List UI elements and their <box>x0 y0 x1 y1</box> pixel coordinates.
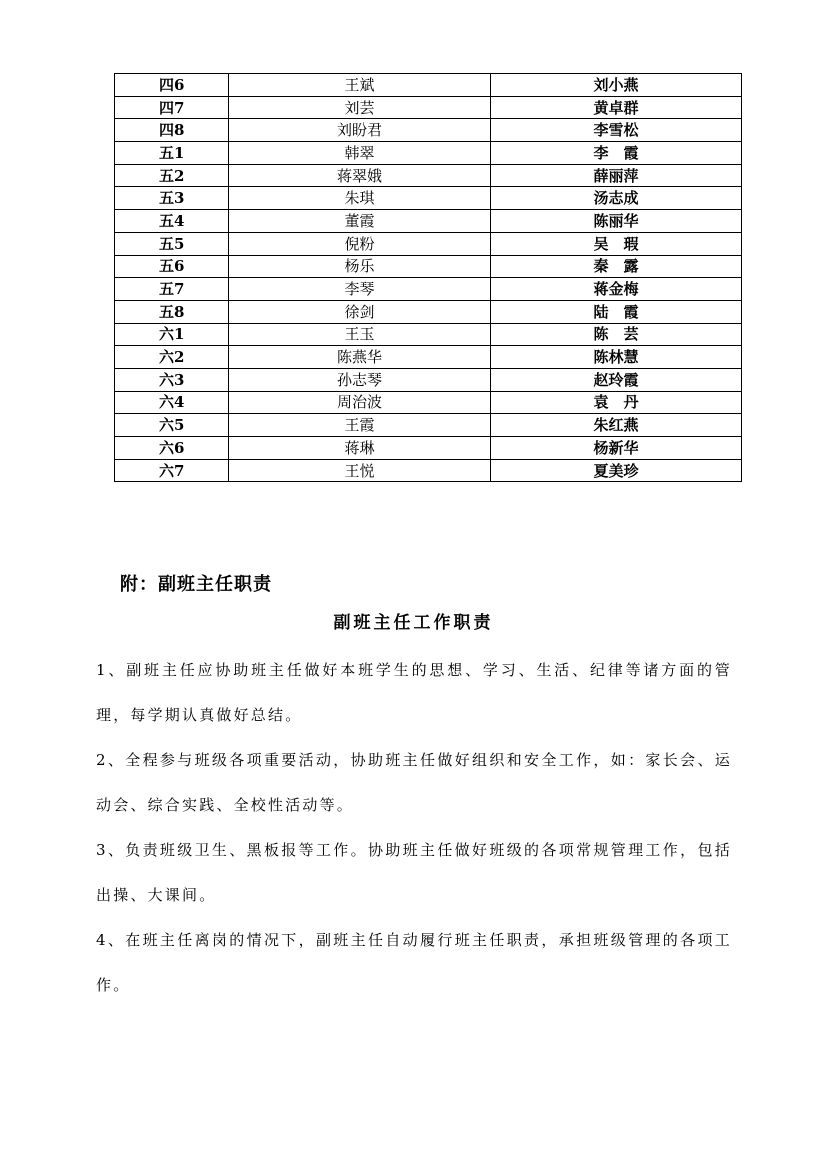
class-cell: 六5 <box>115 414 229 437</box>
table-row <box>115 437 742 460</box>
class-cell: 五3 <box>115 187 229 210</box>
class-teacher-table <box>114 73 742 482</box>
class-cell: 六4 <box>115 391 229 414</box>
appendix-title: 附：副班主任职责 <box>120 574 272 595</box>
duty-item-3: 3、负责班级卫生、黑板报等工作。协助班主任做好班级的各项常规管理工作，包括出操、大课间。 <box>96 841 732 904</box>
table-row <box>115 459 742 482</box>
deputy-teacher-cell: 吴 瑕 <box>491 232 742 255</box>
table-row <box>115 346 742 369</box>
table-row <box>115 96 742 119</box>
head-teacher-cell: 杨乐 <box>229 255 491 278</box>
deputy-teacher-cell: 蒋金梅 <box>491 278 742 301</box>
duty-list <box>96 648 732 1008</box>
duty-item-1: 1、副班主任应协助班主任做好本班学生的思想、学习、生活、纪律等诸方面的管理，每学期认真做好总结。 <box>96 661 732 724</box>
class-cell: 五2 <box>115 164 229 187</box>
class-cell: 五1 <box>115 142 229 165</box>
class-teacher-table-body <box>115 74 742 482</box>
deputy-teacher-cell: 杨新华 <box>491 437 742 460</box>
class-cell: 五8 <box>115 300 229 323</box>
deputy-teacher-cell: 黄卓群 <box>491 96 742 119</box>
table-row <box>115 300 742 323</box>
table-row <box>115 414 742 437</box>
head-teacher-cell: 孙志琴 <box>229 368 491 391</box>
head-teacher-cell: 蒋翠娥 <box>229 164 491 187</box>
deputy-teacher-cell: 秦 露 <box>491 255 742 278</box>
class-cell: 五5 <box>115 232 229 255</box>
deputy-teacher-cell: 刘小燕 <box>491 74 742 97</box>
deputy-teacher-cell: 陆 霞 <box>491 300 742 323</box>
class-cell: 五6 <box>115 255 229 278</box>
class-cell: 四8 <box>115 119 229 142</box>
duty-item-4: 4、在班主任离岗的情况下，副班主任自动履行班主任职责，承担班级管理的各项工作。 <box>96 931 732 994</box>
table-row <box>115 255 742 278</box>
table-row <box>115 323 742 346</box>
deputy-teacher-cell: 陈丽华 <box>491 210 742 233</box>
deputy-teacher-cell: 袁 丹 <box>491 391 742 414</box>
table-row <box>115 187 742 210</box>
table-row <box>115 119 742 142</box>
class-cell: 六3 <box>115 368 229 391</box>
table-row <box>115 210 742 233</box>
deputy-teacher-cell: 汤志成 <box>491 187 742 210</box>
head-teacher-cell: 王霞 <box>229 414 491 437</box>
head-teacher-cell: 韩翠 <box>229 142 491 165</box>
head-teacher-cell: 倪粉 <box>229 232 491 255</box>
deputy-teacher-cell: 夏美珍 <box>491 459 742 482</box>
deputy-teacher-cell: 陈 芸 <box>491 323 742 346</box>
head-teacher-cell: 王斌 <box>229 74 491 97</box>
class-cell: 五4 <box>115 210 229 233</box>
table-row <box>115 278 742 301</box>
head-teacher-cell: 李琴 <box>229 278 491 301</box>
head-teacher-cell: 董霞 <box>229 210 491 233</box>
deputy-teacher-cell: 朱红燕 <box>491 414 742 437</box>
head-teacher-cell: 蒋琳 <box>229 437 491 460</box>
table-row <box>115 232 742 255</box>
head-teacher-cell: 刘芸 <box>229 96 491 119</box>
head-teacher-cell: 徐剑 <box>229 300 491 323</box>
table-row <box>115 391 742 414</box>
head-teacher-cell: 刘盼君 <box>229 119 491 142</box>
head-teacher-cell: 陈燕华 <box>229 346 491 369</box>
head-teacher-cell: 王悦 <box>229 459 491 482</box>
duty-section-title: 副班主任工作职责 <box>333 613 494 633</box>
table-row <box>115 368 742 391</box>
class-cell: 六1 <box>115 323 229 346</box>
deputy-teacher-cell: 薛丽萍 <box>491 164 742 187</box>
class-cell: 五7 <box>115 278 229 301</box>
deputy-teacher-cell: 陈林慧 <box>491 346 742 369</box>
class-cell: 六2 <box>115 346 229 369</box>
table-row <box>115 74 742 97</box>
table-row <box>115 142 742 165</box>
duty-item-2: 2、全程参与班级各项重要活动，协助班主任做好组织和安全工作，如：家长会、运动会、综合实践、全校性活动等。 <box>96 751 732 814</box>
head-teacher-cell: 朱琪 <box>229 187 491 210</box>
table-row <box>115 164 742 187</box>
deputy-teacher-cell: 李 霞 <box>491 142 742 165</box>
class-cell: 六6 <box>115 437 229 460</box>
class-cell: 四7 <box>115 96 229 119</box>
class-cell: 六7 <box>115 459 229 482</box>
class-cell: 四6 <box>115 74 229 97</box>
head-teacher-cell: 王玉 <box>229 323 491 346</box>
head-teacher-cell: 周治波 <box>229 391 491 414</box>
deputy-teacher-cell: 李雪松 <box>491 119 742 142</box>
deputy-teacher-cell: 赵玲霞 <box>491 368 742 391</box>
